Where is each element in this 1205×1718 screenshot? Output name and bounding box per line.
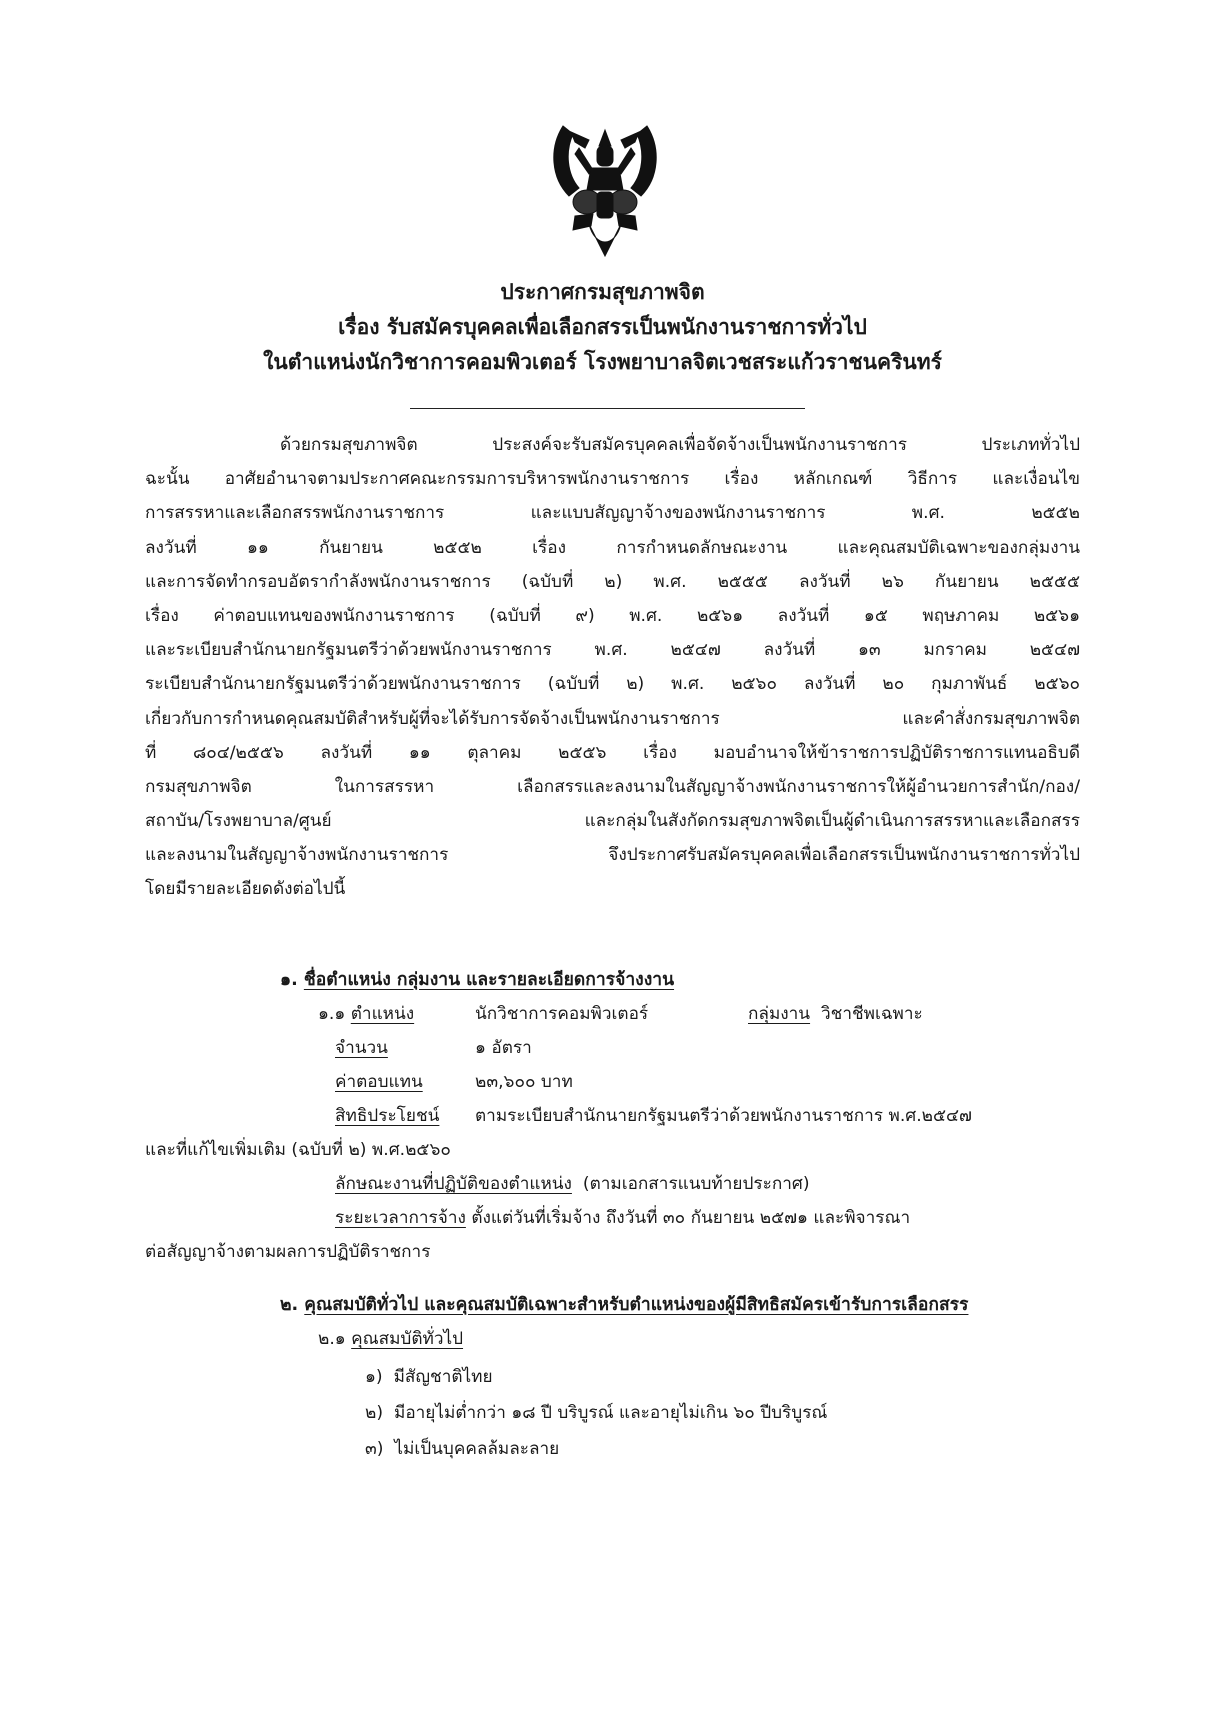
subsection-2-1 — [318, 1322, 463, 1356]
garuda-emblem-icon — [545, 118, 665, 258]
period-value: ตั้งแต่วันที่เริ่มจ้าง ถึงวันที่ ๓๐ กันยายน ๒๕๗๑ และพิจารณา — [471, 1208, 911, 1228]
section-1-title: ชื่อตำแหน่ง กลุ่มงาน และรายละเอียดการจ้างงาน — [303, 970, 675, 990]
position-value: นักวิชาการคอมพิวเตอร์ — [475, 1004, 649, 1024]
position-label: ตำแหน่ง — [350, 1004, 415, 1024]
section-1-number: ๑. — [280, 970, 298, 990]
item-text: มีสัญชาติไทย — [393, 1367, 493, 1387]
preamble-line: ด้วยกรมสุขภาพจิต ประสงค์จะรับสมัครบุคคลเพื่อจัดจ้างเป็นพนักงานราชการ ประเภททั่วไป — [280, 435, 1080, 455]
group-label: กลุ่มงาน — [748, 1004, 811, 1024]
preamble-line: ฉะนั้น อาศัยอำนาจตามประกาศคณะกรรมการบริหารพนักงานราชการ เรื่อง หลักเกณฑ์ วิธีการ และเงื่อนไข — [145, 469, 1080, 490]
qualification-item — [365, 1360, 493, 1394]
announcement-title — [0, 275, 1205, 380]
position-row — [318, 997, 414, 1031]
item-number: ๑) — [365, 1367, 383, 1387]
preamble-line: ลงวันที่ ๑๑ กันยายน ๒๕๕๒ เรื่อง การกำหนดลักษณะงาน และคุณสมบัติเฉพาะของกลุ่มงาน — [145, 537, 1080, 558]
preamble-line: และระเบียบสำนักนายกรัฐมนตรีว่าด้วยพนักงานราชการ พ.ศ. ๒๕๔๗ ลงวันที่ ๑๓ มกราคม ๒๕๔๗ — [145, 640, 1080, 661]
count-value: ๑ อัตรา — [475, 1038, 532, 1058]
preamble-line: สถาบัน/โรงพยาบาล/ศูนย์ และกลุ่มในสังกัดกรมสุขภาพจิตเป็นผู้ดำเนินการสรรหาและเลือกสรร — [145, 811, 1080, 832]
preamble-line: ที่ ๘๐๔/๒๕๕๖ ลงวันที่ ๑๑ ตุลาคม ๒๕๕๖ เรื่อง มอบอำนาจให้ข้าราชการปฏิบัติราชการแทนอธิบดี — [145, 742, 1080, 763]
section-2-title: คุณสมบัติทั่วไป และคุณสมบัติเฉพาะสำหรับตำแหน่งของผู้มีสิทธิสมัครเข้ารับการเลือกสรร — [304, 1295, 969, 1315]
item-number: ๒) — [365, 1403, 384, 1423]
benefits-label: สิทธิประโยชน์ — [335, 1106, 440, 1126]
preamble-line: และการจัดทำกรอบอัตรากำลังพนักงานราชการ (ฉบับที่ ๒) พ.ศ. ๒๕๕๕ ลงวันที่ ๒๖ กันยายน ๒๕๕๕ — [145, 571, 1080, 592]
benefits-continued: และที่แก้ไขเพิ่มเติม (ฉบับที่ ๒) พ.ศ.๒๕๖๐ — [145, 1140, 451, 1160]
qualification-item — [365, 1432, 559, 1466]
preamble-line: และลงนามในสัญญาจ้างพนักงานราชการ จึงประกาศรับสมัครบุคคลเพื่อเลือกสรรเป็นพนักงานราชการทั่วไป — [145, 845, 1080, 866]
period-continued: ต่อสัญญาจ้างตามผลการปฏิบัติราชการ — [145, 1242, 431, 1262]
period-label: ระยะเวลาการจ้าง — [335, 1208, 466, 1228]
qualification-item — [365, 1396, 827, 1430]
title-position: ในตำแหน่งนักวิชาการคอมพิวเตอร์ โรงพยาบาลจิตเวชสระแก้วราชนครินทร์ — [263, 350, 942, 374]
benefits-value: ตามระเบียบสำนักนายกรัฐมนตรีว่าด้วยพนักงานราชการ พ.ศ.๒๕๔๗ — [475, 1106, 972, 1126]
title-agency: ประกาศกรมสุขภาพจิต — [500, 280, 705, 304]
preamble-paragraph — [145, 428, 1080, 907]
item-number: ๓) — [365, 1439, 384, 1459]
duties-label: ลักษณะงานที่ปฏิบัติของตำแหน่ง — [335, 1174, 572, 1194]
group-value: วิชาชีพเฉพาะ — [821, 1004, 923, 1024]
title-subject: เรื่อง รับสมัครบุคคลเพื่อเลือกสรรเป็นพนักงานราชการทั่วไป — [338, 315, 867, 339]
section-2-number: ๒. — [280, 1295, 299, 1315]
count-label: จำนวน — [335, 1038, 388, 1058]
preamble-line: กรมสุขภาพจิต ในการสรรหา เลือกสรรและลงนามในสัญญาจ้างพนักงานราชการให้ผู้อำนวยการสำนัก/กอง/ — [145, 776, 1080, 797]
item-number: ๑.๑ — [318, 1004, 346, 1024]
period-row — [335, 1201, 910, 1235]
group-row — [748, 997, 923, 1031]
subsection-title: คุณสมบัติทั่วไป — [351, 1329, 464, 1349]
preamble-line: โดยมีรายละเอียดดังต่อไปนี้ — [145, 879, 346, 900]
duties-value: (ตามเอกสารแนบท้ายประกาศ) — [582, 1174, 810, 1194]
duties-row — [335, 1167, 810, 1201]
item-text: มีอายุไม่ต่ำกว่า ๑๘ ปี บริบูรณ์ และอายุไม่เกิน ๖๐ ปีบริบูรณ์ — [393, 1403, 828, 1423]
pay-label: ค่าตอบแทน — [335, 1072, 423, 1092]
item-text: ไม่เป็นบุคคลล้มละลาย — [394, 1439, 560, 1459]
section-1-heading — [280, 963, 674, 997]
preamble-line: เกี่ยวกับการกำหนดคุณสมบัติสำหรับผู้ที่จะได้รับการจัดจ้างเป็นพนักงานราชการ และคำสั่งกรมสุขภาพจิต — [145, 708, 1080, 729]
pay-value: ๒๓,๖๐๐ บาท — [475, 1072, 573, 1092]
subsection-number: ๒.๑ — [318, 1329, 346, 1349]
preamble-line: การสรรหาและเลือกสรรพนักงานราชการ และแบบสัญญาจ้างของพนักงานราชการ พ.ศ. ๒๕๕๒ — [145, 503, 1080, 524]
section-2-heading — [280, 1288, 968, 1322]
title-divider — [410, 408, 805, 409]
preamble-line: ระเบียบสำนักนายกรัฐมนตรีว่าด้วยพนักงานราชการ (ฉบับที่ ๒) พ.ศ. ๒๕๖๐ ลงวันที่ ๒๐ กุมภาพันธ์ ๒๕๖๐ — [145, 674, 1080, 695]
preamble-line: เรื่อง ค่าตอบแทนของพนักงานราชการ (ฉบับที่ ๙) พ.ศ. ๒๕๖๑ ลงวันที่ ๑๕ พฤษภาคม ๒๕๖๑ — [145, 605, 1080, 626]
